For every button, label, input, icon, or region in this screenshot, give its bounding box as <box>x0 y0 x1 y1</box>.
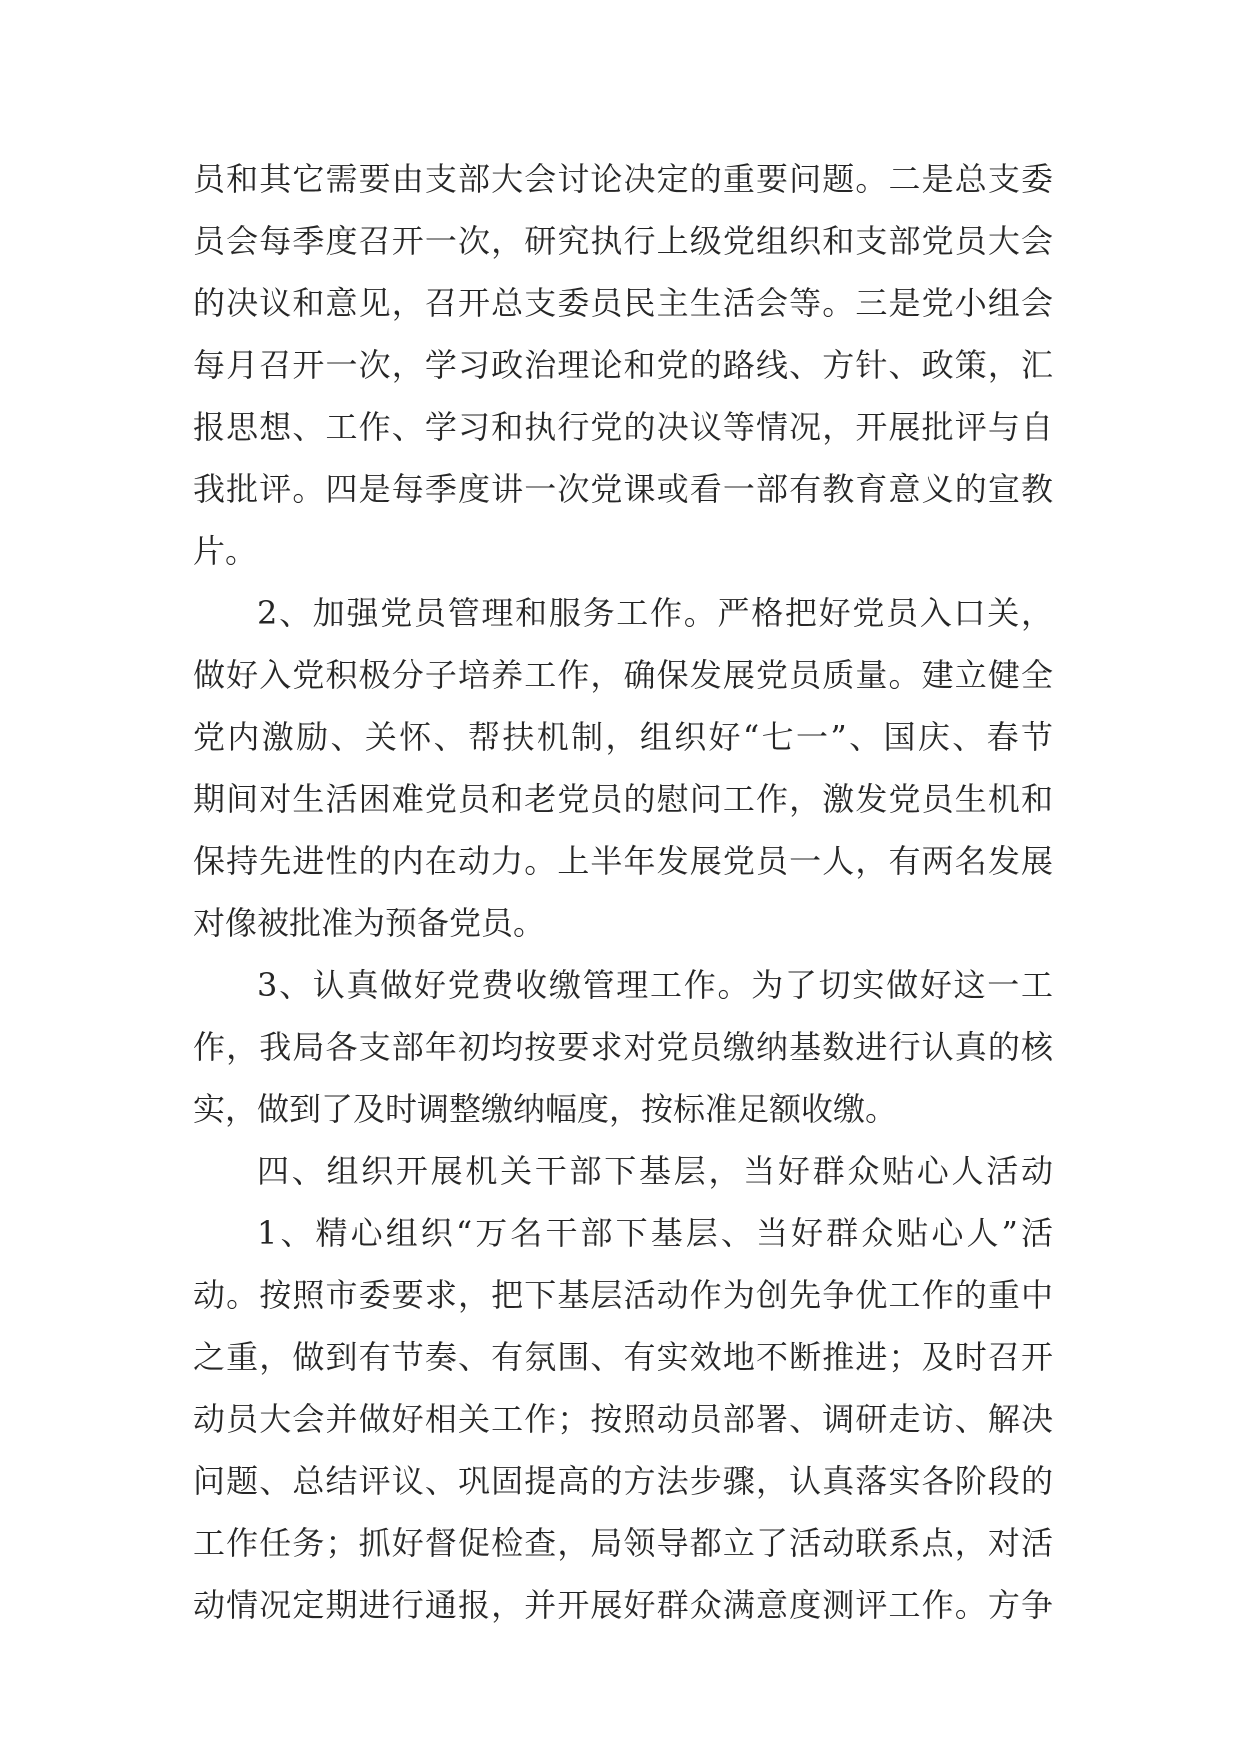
text-line: 每月召开一次，学习政治理论和党的路线、方针、政策，汇 <box>193 346 1053 384</box>
paragraph-heading: 2、加强党员管理和服务工作。严格把好党员入口关， <box>257 594 1053 632</box>
text-line: 的决议和意见，召开总支委员民主生活会等。三是党小组会 <box>193 284 1053 322</box>
text-line: 之重，做到有节奏、有氛围、有实效地不断推进；及时召开 <box>193 1338 1053 1376</box>
text-line: 报思想、工作、学习和执行党的决议等情况，开展批评与自 <box>193 408 1053 446</box>
text-line: 动员大会并做好相关工作；按照动员部署、调研走访、解决 <box>193 1400 1053 1438</box>
text-line: 动情况定期进行通报，并开展好群众满意度测评工作。方争 <box>193 1586 1053 1624</box>
text-line: 片。 <box>193 532 258 570</box>
text-line: 动。按照市委要求，把下基层活动作为创先争优工作的重中 <box>193 1276 1053 1314</box>
text-line: 对像被批准为预备党员。 <box>193 904 546 942</box>
text-line: 员会每季度召开一次，研究执行上级党组织和支部党员大会 <box>193 222 1053 260</box>
text-line: 保持先进性的内在动力。上半年发展党员一人，有两名发展 <box>193 842 1053 880</box>
text-line: 问题、总结评议、巩固提高的方法步骤，认真落实各阶段的 <box>193 1462 1053 1500</box>
text-line: 作，我局各支部年初均按要求对党员缴纳基数进行认真的核 <box>193 1028 1053 1066</box>
text-line: 做好入党积极分子培养工作，确保发展党员质量。建立健全 <box>193 656 1053 694</box>
text-line: 期间对生活困难党员和老党员的慰问工作，激发党员生机和 <box>193 780 1053 818</box>
text-line: 党内激励、关怀、帮扶机制，组织好“七一”、国庆、春节 <box>193 718 1053 756</box>
text-line: 员和其它需要由支部大会讨论决定的重要问题。二是总支委 <box>193 160 1053 198</box>
paragraph-heading: 3、认真做好党费收缴管理工作。为了切实做好这一工 <box>257 966 1053 1004</box>
section-heading: 四、组织开展机关干部下基层，当好群众贴心人活动 <box>257 1152 1053 1190</box>
text-line: 我批评。四是每季度讲一次党课或看一部有教育意义的宣教 <box>193 470 1053 508</box>
text-line: 实，做到了及时调整缴纳幅度，按标准足额收缴。 <box>193 1090 898 1128</box>
paragraph-heading: 1、精心组织“万名干部下基层、当好群众贴心人”活 <box>257 1214 1053 1252</box>
text-line: 工作任务；抓好督促检查，局领导都立了活动联系点，对活 <box>193 1524 1053 1562</box>
